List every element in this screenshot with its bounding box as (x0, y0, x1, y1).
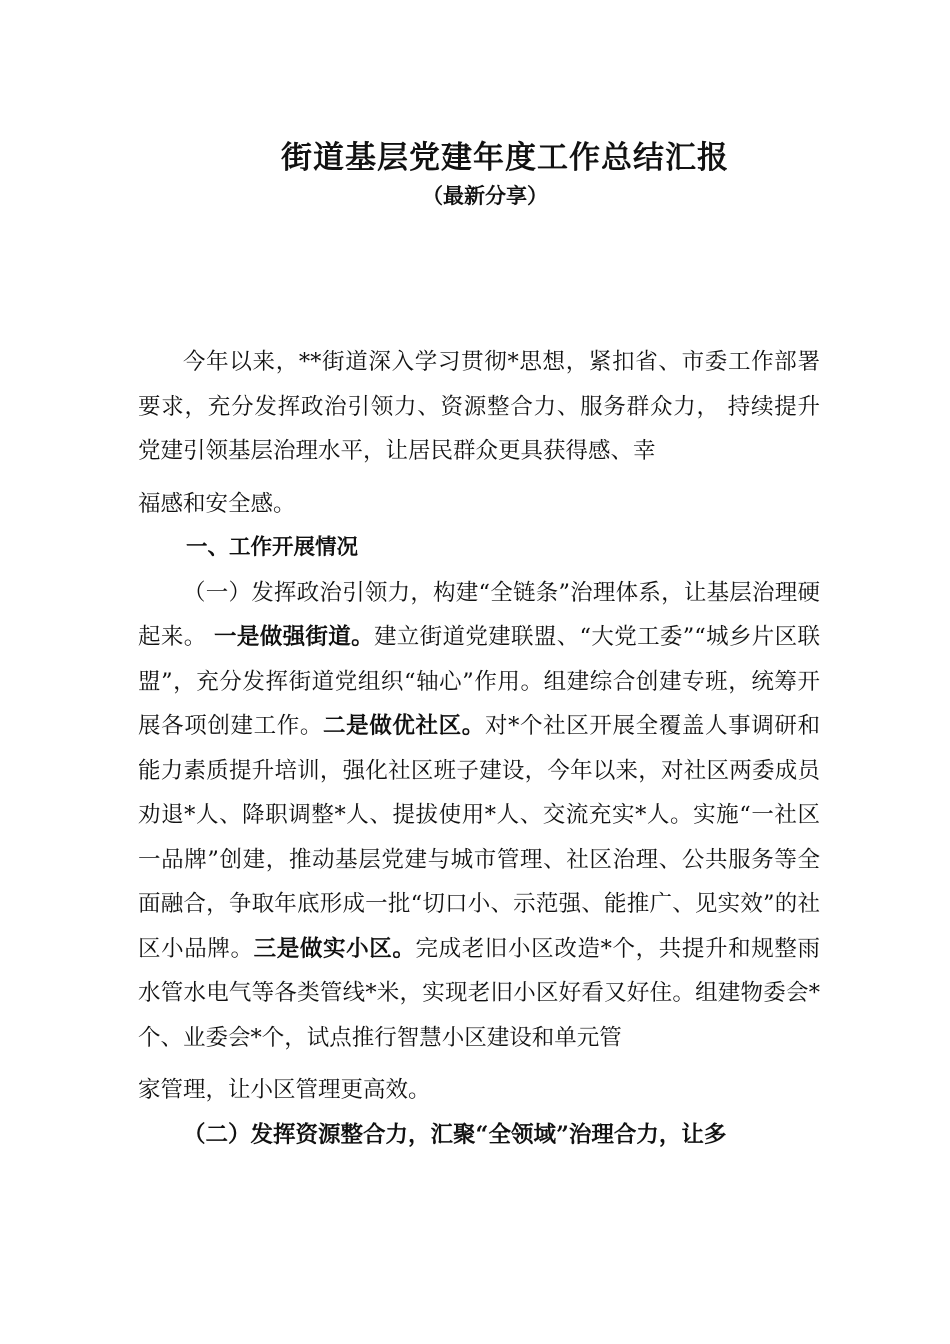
intro-paragraph: 今年以来，**街道深入学习贯彻*思想，紧扣省、市委工作部署要求，充分发挥政治引领力、资源整合力、服务群众力， 持续提升党建引领基层治理水平，让居民群众更具获得感、幸 (138, 349, 820, 464)
section-heading: 一、工作开展情况 (186, 535, 359, 560)
paragraph-1 (138, 571, 820, 1061)
paragraph-1-text-3: 完成老旧小区改造*个，共提升和规整雨水管水电气等各类管线*米，实现老旧小区好看又好住。组建物委会*个、业委会*个，试点推行智慧小区建设和单元管 (138, 935, 820, 1051)
subsection-heading-2: （二）发挥资源整合力，汇聚“全领域”治理合力，让多 (183, 1121, 727, 1148)
highlight-2: 二是做优社区。 (323, 713, 485, 739)
paragraph-1-text-2: 对*个社区开展全覆盖人事调研和能力素质提升培训，强化社区班子建设，今年以来，对社区两委成员劝退*人、降职调整*人、提拔使用*人、交流充实*人。实施“一社区一品牌”创建，推动基层党建与城市管理、社区治理、公共服务等全面融合，争取年底形成一批“切口小、示范强、能推广、见实效”的社区小品牌。 (138, 713, 820, 962)
highlight-1: 一是做强街道。 (214, 624, 374, 650)
document-title: 街道基层党建年度工作总结汇报 (281, 140, 729, 176)
paragraph-1-lead: （一）发挥政治引领力，构建“全链条”治理体系，让基层治理硬起来。 (138, 579, 820, 650)
paragraph-1-continued: 家管理，让小区管理更高效。 (138, 1077, 431, 1103)
intro-paragraph-continued: 福感和安全感。 (138, 490, 296, 517)
paragraph-1-text-1: 建立街道党建联盟、“大党工委”“城乡片区联盟”，充分发挥街道党组织“轴心”作用。组建综合创建专班，统筹开展各项创建工作。 (138, 624, 820, 739)
highlight-3: 三是做实小区。 (253, 935, 416, 962)
document-body (138, 340, 820, 1157)
document-subtitle: （最新分享） (422, 183, 548, 208)
